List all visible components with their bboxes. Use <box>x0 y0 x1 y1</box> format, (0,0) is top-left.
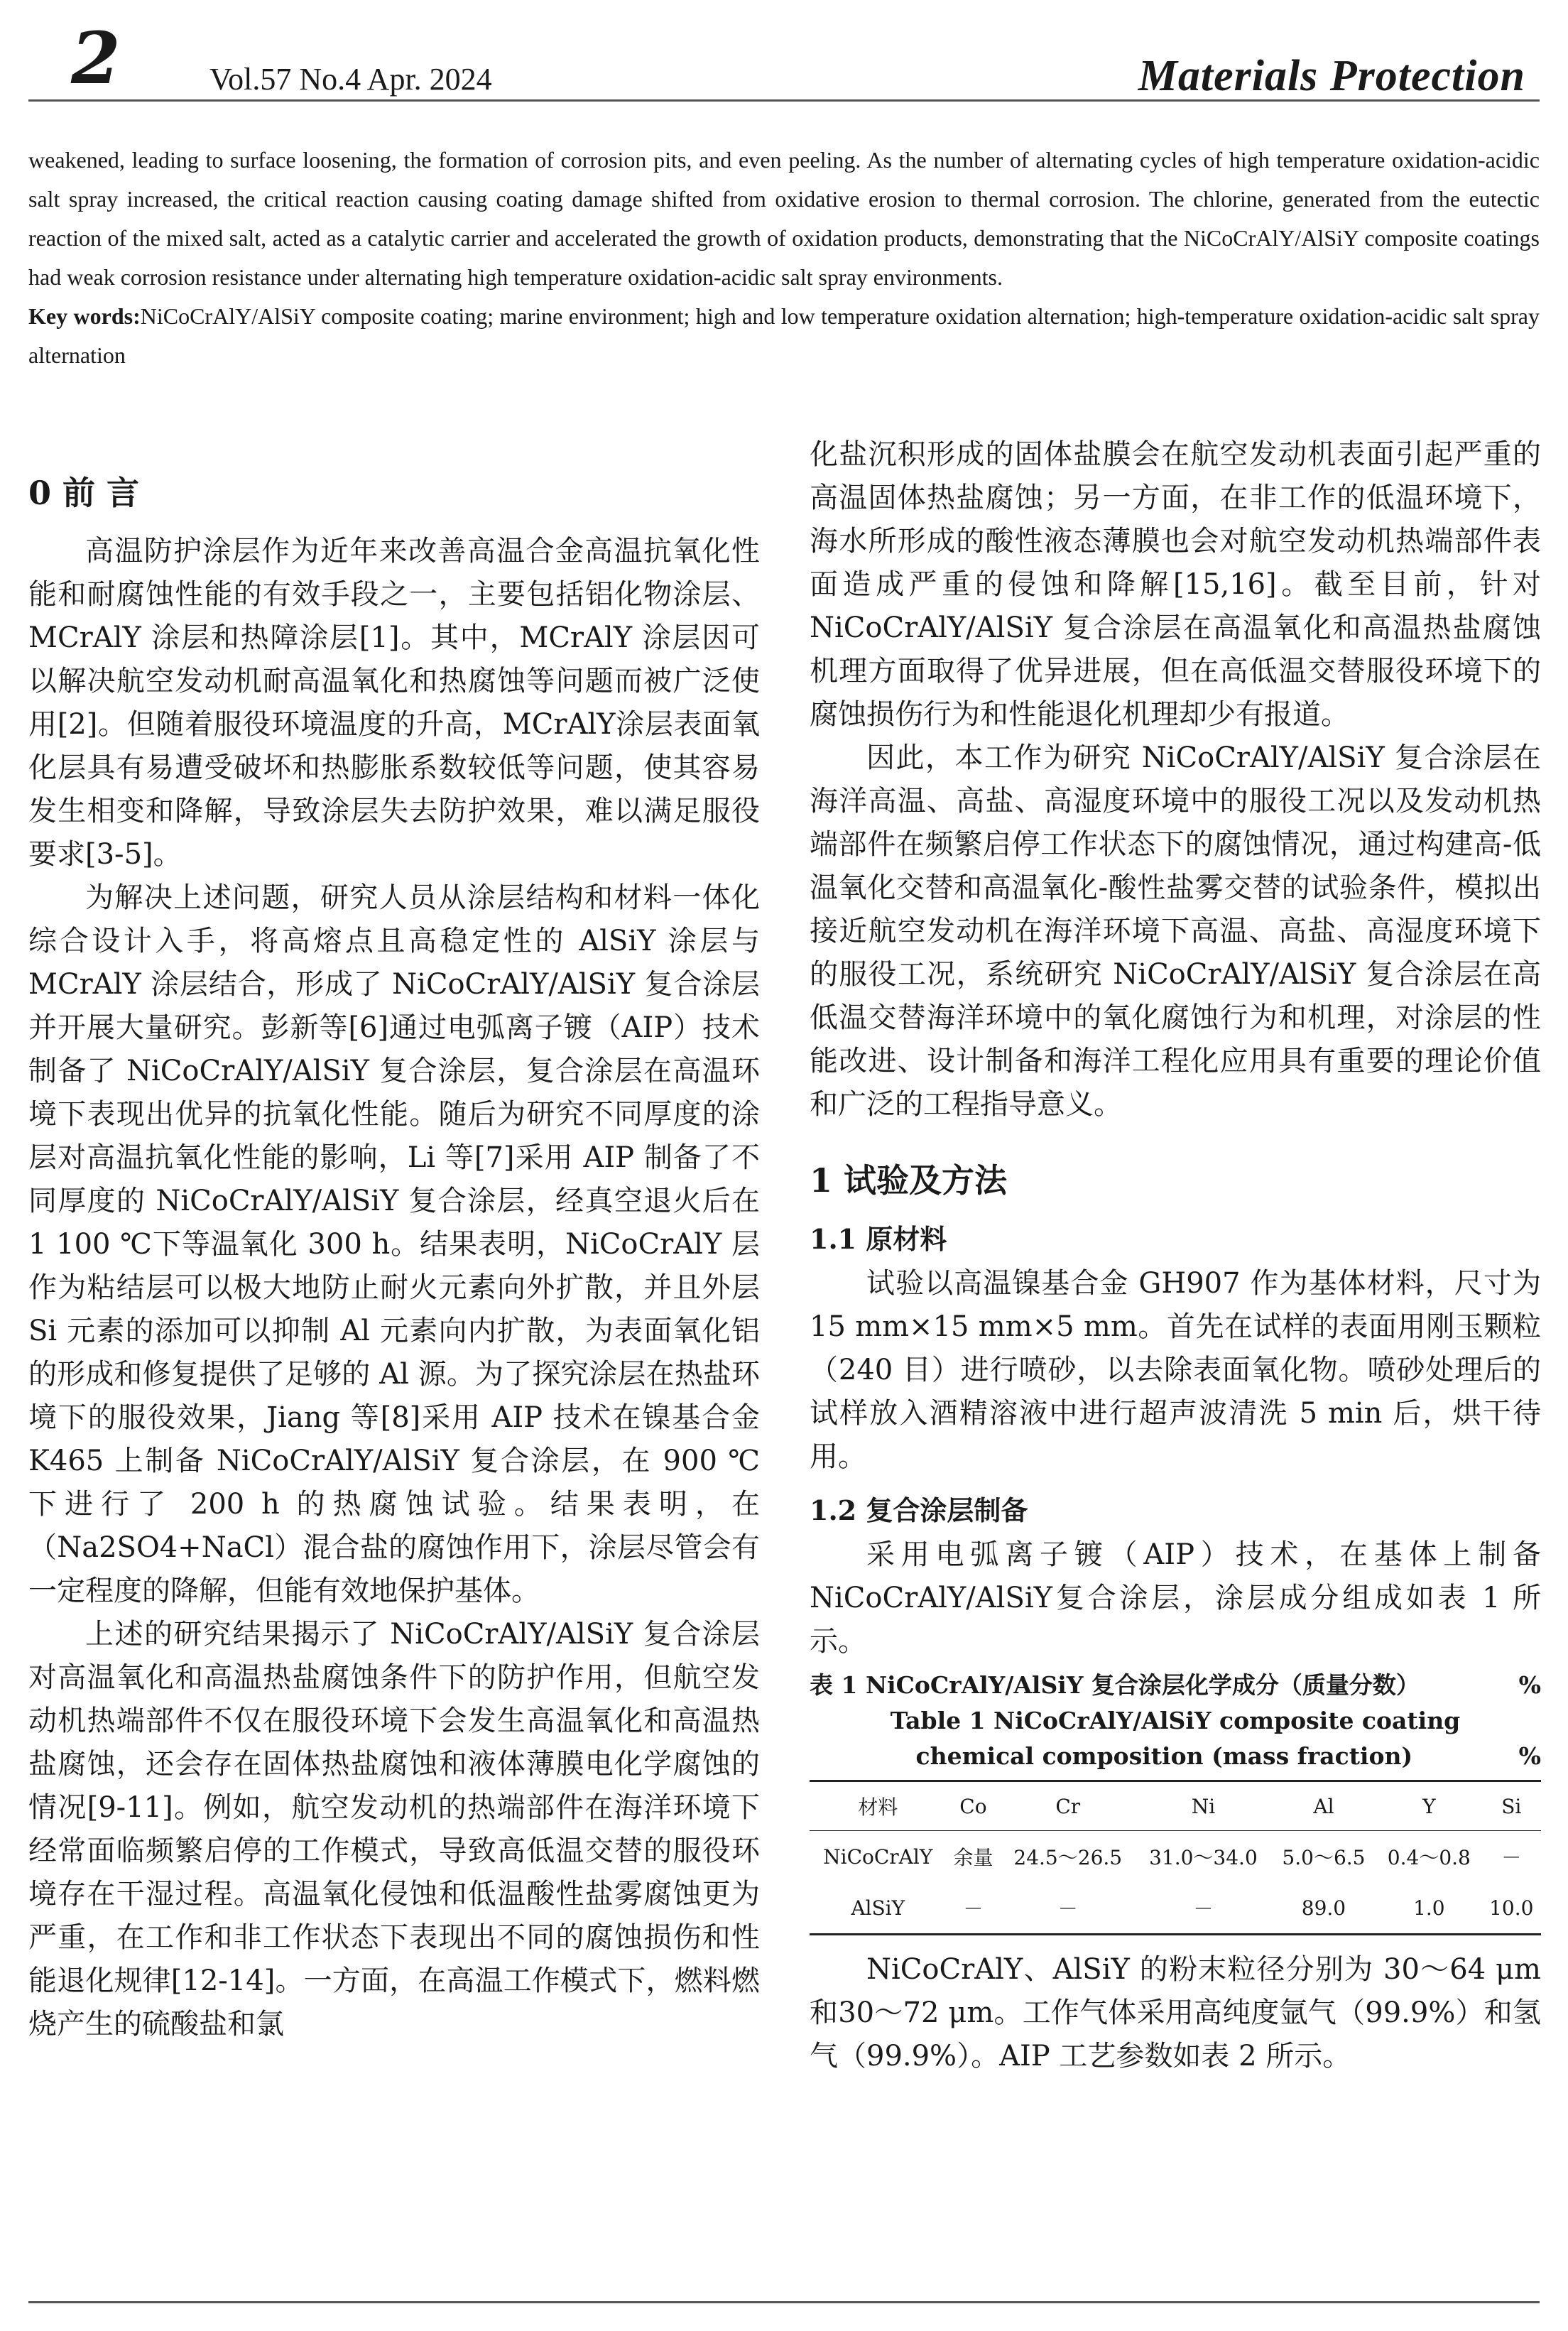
table-cell: 10.0 <box>1489 1896 1534 1920</box>
table-header-cell: Cr <box>1055 1794 1081 1818</box>
abstract-text: weakened, leading to surface loosening, the formation of corrosion pits, and even peeling. As the number of alternating cycles of high temperature oxidation-acidic salt spray increased, the critical reaction causing coating damage shifted from oxidative erosion to thermal corrosion. The chlorine, generated from the eutectic reaction of the mixed salt, acted as a catalytic carrier and accelerated the growth of oxidation products, demonstrating that the NiCoCrAlY/AlSiY composite coatings had weak corrosion resistance under alternating high temperature oxidation-acidic salt spray environments. <box>28 147 1540 290</box>
table-header-cell: Al <box>1313 1794 1334 1818</box>
table-caption-en-2-text: chemical composition (mass fraction) <box>915 1742 1413 1770</box>
table-caption-en-1: Table 1 NiCoCrAlY/AlSiY composite coating <box>890 1707 1461 1734</box>
table-header-cell: Co <box>959 1794 987 1818</box>
table-cell: 89.0 <box>1301 1896 1346 1920</box>
table-header-cell: Y <box>1422 1794 1436 1818</box>
section-1-2-title: 1.2 复合涂层制备 <box>810 1494 1028 1526</box>
section-1-2-paragraph: 采用电弧离子镀（AIP）技术，在基体上制备 NiCoCrAlY/AlSiY复合涂层，涂层成分组成如表 1 所示。 <box>810 1538 1541 1658</box>
table-cell: － <box>963 1897 984 1920</box>
table-cell: － <box>1193 1897 1214 1920</box>
table-cell: 1.0 <box>1413 1896 1445 1920</box>
table-row <box>810 1882 1541 1935</box>
table-cell: 0.4～0.8 <box>1387 1846 1471 1869</box>
table-cell: NiCoCrAlY <box>823 1844 933 1869</box>
journal-title: Materials Protection <box>1138 52 1525 100</box>
page-header <box>28 14 1540 102</box>
section-1-title: 1 试验及方法 <box>810 1161 1008 1200</box>
table-caption-cn-text: 表 1 NiCoCrAlY/AlSiY 复合涂层化学成分（质量分数） <box>810 1671 1420 1699</box>
right-column <box>810 433 1541 2078</box>
table-cell: － <box>1057 1897 1078 1920</box>
table-header-cell: 材料 <box>858 1795 898 1819</box>
table-unit-cn: % <box>1518 1671 1541 1699</box>
keywords-label: Key words: <box>28 303 141 329</box>
table-row <box>810 1831 1541 1883</box>
section-1-1-title: 1.1 原材料 <box>810 1223 947 1255</box>
table-header-cell: Si <box>1501 1794 1522 1818</box>
table-header-cell: Ni <box>1191 1794 1216 1818</box>
intro-title: 0 前 言 <box>28 474 140 512</box>
page-number: 2 <box>71 16 121 100</box>
table-cell: 24.5～26.5 <box>1013 1846 1123 1869</box>
intro-paragraph-1: 高温防护涂层作为近年来改善高温合金高温抗氧化性能和耐腐蚀性能的有效手段之一，主要包括铝化物涂层、MCrAlY 涂层和热障涂层[1]。其中，MCrAlY 涂层因可以解决航空发动机耐高温氧化和热腐蚀等问题而被广泛使用[2]。但随着服役环境温度的升高，MCrAlY涂层表面氧化层具有易遭受破坏和热膨胀系数较低等问题，使其容易发生相变和降解，导致涂层失去防护效果，难以满足服役要求[3-5]。 <box>28 535 760 871</box>
table-1 <box>810 1668 1541 1935</box>
table-caption-cn <box>810 1668 1541 1703</box>
table-cell: 余量 <box>953 1846 993 1869</box>
table-header-row <box>810 1781 1541 1831</box>
volume-info: Vol.57 No.4 Apr. 2024 <box>209 62 492 97</box>
intro-paragraph-3: 上述的研究结果揭示了 NiCoCrAlY/AlSiY 复合涂层对高温氧化和高温热盐腐蚀条件下的防护作用，但航空发动机热端部件不仅在服役环境下会发生高温氧化和高温热盐腐蚀，还会存在固体热盐腐蚀和液体薄膜电化学腐蚀的情况[9-11]。例如，航空发动机的热端部件在海洋环境下经常面临频繁启停的工作模式，导致高低温交替的服役环境存在干湿过程。高温氧化侵蚀和低温酸性盐雾腐蚀更为严重，在工作和非工作状态下表现出不同的腐蚀损伤和性能退化规律[12-14]。一方面，在高温工作模式下，燃料燃烧产生的硫酸盐和氯 <box>28 1618 760 2041</box>
right-paragraph-1: 化盐沉积形成的固体盐膜会在航空发动机表面引起严重的高温固体热盐腐蚀；另一方面，在非工作的低温环境下，海水所形成的酸性液态薄膜也会对航空发动机热端部件表面造成严重的侵蚀和降解[15,16]。截至目前，针对 NiCoCrAlY/AlSiY 复合涂层在高温氧化和高温热盐腐蚀机理方面取得了优异进展，但在高低温交替服役环境下的腐蚀损伤行为和性能退化机理却少有报道。 <box>810 438 1541 731</box>
right-paragraph-2: 因此，本工作为研究 NiCoCrAlY/AlSiY 复合涂层在海洋高温、高盐、高湿度环境中的服役工况以及发动机热端部件在频繁启停工作状态下的腐蚀情况，通过构建高-低温氧化交替和高温氧化-酸性盐雾交替的试验条件，模拟出接近航空发动机在海洋环境下高温、高盐、高湿度环境下的服役工况，系统研究 NiCoCrAlY/AlSiY 复合涂层在高低温交替海洋环境中的氧化腐蚀行为和机理，对涂层的性能改进、设计制备和海洋工程化应用具有重要的理论价值和广泛的工程指导意义。 <box>810 741 1541 1121</box>
table-cell: － <box>1501 1846 1522 1869</box>
section-1-1-paragraph: 试验以高温镍基合金 GH907 作为基体材料，尺寸为 15 mm×15 mm×5 mm。首先在试样的表面用刚玉颗粒（240 目）进行喷砂，以去除表面氧化物。喷砂处理后的试样放入酒精溶液中进行超声波清洗 5 min 后，烘干待用。 <box>810 1267 1541 1473</box>
keywords <box>28 297 1540 375</box>
table-cell: 31.0～34.0 <box>1149 1846 1258 1869</box>
keywords-text: NiCoCrAlY/AlSiY composite coating; marine environment; high and low temperature oxidation alternation; high-temperature oxidation-acidic salt spray alternation <box>28 303 1540 368</box>
intro-paragraph-2: 为解决上述问题，研究人员从涂层结构和材料一体化综合设计入手，将高熔点且高稳定性的 AlSiY 涂层与 MCrAlY 涂层结合，形成了 NiCoCrAlY/AlSiY 复合涂层并开展大量研究。彭新等[6]通过电弧离子镀（AIP）技术制备了 NiCoCrAlY/AlSiY 复合涂层，复合涂层在高温环境下表现出优异的抗氧化性能。随后为研究不同厚度的涂层对高温抗氧化性能的影响，Li 等[7]采用 AIP 制备了不同厚度的 NiCoCrAlY/AlSiY 复合涂层，经真空退火后在 1 100 ℃下等温氧化 300 h。结果表明，NiCoCrAlY 层作为粘结层可以极大地防止耐火元素向外扩散，并且外层 Si 元素的添加可以抑制 Al 元素向内扩散，为表面氧化铝的形成和修复提供了足够的 Al 源。为了探究涂层在热盐环境下的服役效果，Jiang 等[8]采用 AIP 技术在镍基合金 K465 上制备 NiCoCrAlY/AlSiY 复合涂层，在 900 ℃下进行了 200 h 的热腐蚀试验。结果表明，在（Na2SO4+NaCl）混合盐的腐蚀作用下，涂层尽管会有一定程度的降解，但能有效地保护基体。 <box>28 881 760 1607</box>
left-column <box>28 455 760 2046</box>
after-table-paragraph: NiCoCrAlY、AlSiY 的粉末粒径分别为 30～64 μm 和30～72 μm。工作气体采用高纯度氩气（99.9%）和氢气（99.9%）。AIP 工艺参数如表 2 所示。 <box>810 1953 1541 2072</box>
table-cell: AlSiY <box>851 1896 905 1920</box>
table-caption-en-2 <box>810 1739 1541 1774</box>
composition-table <box>810 1780 1541 1935</box>
table-cell: 5.0～6.5 <box>1282 1846 1366 1869</box>
table-unit-en: % <box>1518 1742 1541 1770</box>
footer-rule <box>28 2301 1540 2303</box>
abstract <box>28 141 1540 375</box>
